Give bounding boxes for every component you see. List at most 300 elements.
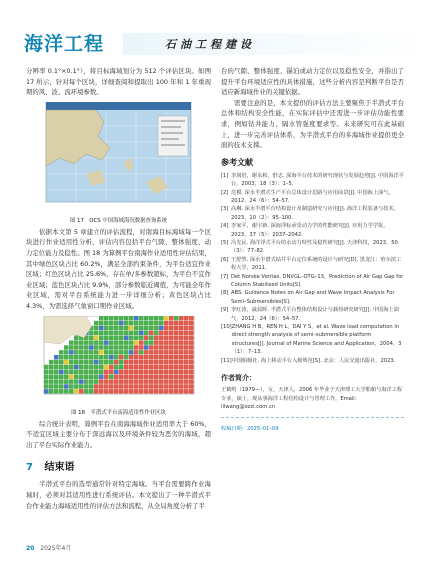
grid-cell [79,369,84,373]
grid-cell [189,355,194,359]
grid-cell [174,359,179,363]
grid-cell [79,355,84,359]
grid-cell [64,389,69,393]
grid-cell [129,355,134,359]
grid-cell [159,369,164,373]
grid-cell [184,345,189,349]
reference-number: [2] [221,189,229,196]
grid-cell [44,364,49,368]
grid-cell [169,359,174,363]
grid-cell [189,350,194,354]
grid-cell [154,369,159,373]
grid-cell [144,345,149,349]
grid-cell [124,340,129,344]
grid-cell [124,320,129,324]
divider [221,417,404,418]
reference-item [221,357,404,365]
grid-cell [109,350,114,354]
grid-cell [99,335,104,339]
grid-cell [184,340,189,344]
grid-cell [179,325,184,329]
grid-cell [174,355,179,359]
grid-cell [144,340,149,344]
grid-cell [99,325,104,329]
grid-cell [159,325,164,329]
grid-cell [149,340,154,344]
grid-cell [89,345,94,349]
grid-cell [134,374,139,378]
grid-cell [69,369,74,373]
grid-cell [114,369,119,373]
grid-cell [89,389,94,393]
grid-cell [124,384,129,388]
grid-cell [79,340,84,344]
grid-cell [44,379,49,383]
grid-cell [139,384,144,388]
grid-cell [109,384,114,388]
grid-cell [189,330,194,334]
grid-cell [154,374,159,378]
grid-cell [109,345,114,349]
grid-cell [164,384,169,388]
grid-cell [59,364,64,368]
grid-cell [114,389,119,393]
grid-cell [89,359,94,363]
reference-number: [3] [221,206,229,213]
grid-cell [69,374,74,378]
grid-cell [174,316,179,320]
reference-number: [11] [221,357,232,364]
paragraph: 综合统计表明，算例平台在南海海域作业适用率大于 60%，不适宜区域主要分布于深远海以及环境条件较为恶劣的海域，超出了平台实际作业能力。 [26,419,211,449]
paragraph: 需要注意的是，本文提供的评估方法主要聚焦于半潜式平台总体和结构安全性能，在实际评估中还需进一步评估功能性要求，例如钻井能力、隔水管强度要求等。未来研究可在此基础上，进一步完善评估体系，为半潜式平台的多海域作业提供更全面的技术支撑。 [221,98,404,150]
grid-cell [129,345,134,349]
grid-cell [129,325,134,329]
grid-cell [69,384,74,388]
grid-cell [84,340,89,344]
reference-text: 冯先民. 海洋浮式平台的水动力特性及稳性研究[J]. 天津科技，2023，50（3）：77–82. [231,240,398,255]
reference-text: 李家平，谢宇新. 深海浮标承受动力学的性能研究[J]. 应用力学学报，2023，37（5）：2037–2042. [231,223,389,238]
grid-cell [169,355,174,359]
grid-cell [144,379,149,383]
grid-cell [54,389,59,393]
grid-cell [119,350,124,354]
grid-cell [129,330,134,334]
grid-cell [119,335,124,339]
grid-cell [164,340,169,344]
grid-cell [99,364,104,368]
grid-cell [84,379,89,383]
grid-cell [134,330,139,334]
grid-cell [129,374,134,378]
grid-cell [114,384,119,388]
grid-cell [84,345,89,349]
grid-cell [139,316,144,320]
grid-cell [69,364,74,368]
grid-cell [114,379,119,383]
grid-cell [169,325,174,329]
grid-cell [54,359,59,363]
grid-cell [99,320,104,324]
grid-cell [144,325,149,329]
grid-cell [149,359,154,363]
grid-cell [134,379,139,383]
grid-cell [189,389,194,393]
right-column [221,66,404,432]
reference-number: [10] [221,324,232,331]
grid-cell [109,359,114,363]
grid-cell [144,359,149,363]
grid-cell [69,355,74,359]
reference-text: 李润培，谢永和，舒志. 深海平台技术的研究现状与发展趋势[J]. 中国海洋平台，2003，18（3）：1–5. [231,172,404,188]
grid-cell [54,374,59,378]
grid-cell [154,364,159,368]
grid-cell [59,374,64,378]
grid-cell [104,379,109,383]
grid-cell [114,340,119,344]
grid-cell [74,350,79,354]
grid-cell [169,345,174,349]
paragraph: 台的气隙、整体强度、锚泊或动力定位以及稳性安全，并指出了提升平台环境适应性的具体措施，这些分析内容是判断平台是否适应新海域作业的关键依据。 [221,67,404,97]
grid-cell [109,355,114,359]
grid-cell [139,335,144,339]
grid-cell [184,330,189,334]
grid-cell [94,389,99,393]
grid-cell [99,379,104,383]
grid-cell [139,355,144,359]
reference-text: 王舒然. 深水半潜式钻井平台定位系统的设计与研究[D]. 黑龙江：哈尔滨工程大学，2011. [231,256,402,272]
grid-cell [99,350,104,354]
grid-cell [169,340,174,344]
grid-cell [84,384,89,388]
grid-cell [144,330,149,334]
grid-cell [104,320,109,324]
grid-cell [164,325,169,329]
grid-cell [119,345,124,349]
grid-cell [179,369,184,373]
grid-cell [44,389,49,393]
grid-cell [104,340,109,344]
grid-cell [174,335,179,339]
grid-cell [99,316,104,320]
grid-cell [109,335,114,339]
paragraph: 依据本文第 5 章建立的评估流程，对南海目标海域每一个区块进行作业适用性分析，评估内容包括平台气隙、整体强度、动力定位能力及稳性。图 18 为算例平台南海作业适用性评估结果，其中绿色区块占比 60.2%，满足全部约束条件，为平台适宜作业区域；红色区块占比 25.6%，存在单/多参数超标，为平台不宜作业区域；蓝色区块占比 9.9%，部分参数临近阈值，为可能全年作业区域，需对平台系统能力进一步详细分析；黄色区块占比 4.3%，为需选择气象窗口期作业区域。 [26,227,211,310]
grid-cell [164,389,169,393]
grid-cell [84,389,89,393]
grid-cell [189,369,194,373]
grid-cell [184,389,189,393]
grid-cell [69,379,74,383]
grid-cell [64,379,69,383]
grid-cell [64,384,69,388]
grid-cell [119,379,124,383]
grid-cell [169,379,174,383]
grid-cell [134,364,139,368]
grid-cell [124,355,129,359]
reference-text: Det Norske Veritas. DNVGL–OTG–13，Prediction of Air Gap Gap for Column Stabilised Units[S]. [231,273,404,289]
grid-cell [179,335,184,339]
grid-cell [164,359,169,363]
header-subtitle: 石油工程建设 [165,38,255,51]
grid-cell [179,364,184,368]
grid-cell [179,374,184,378]
grid-cell [134,384,139,388]
grid-cell [104,369,109,373]
grid-cell [149,350,154,354]
reference-number: [7] [221,273,229,280]
grid-cell [159,384,164,388]
reference-item [221,289,404,306]
grid-cell [79,345,84,349]
grid-cell [114,345,119,349]
grid-cell [114,364,119,368]
grid-cell [114,335,119,339]
grid-cell [109,364,114,368]
grid-cell [104,350,109,354]
grid-cell [89,384,94,388]
grid-cell [109,330,114,334]
grid-cell [159,355,164,359]
grid-cell [89,374,94,378]
grid-cell [174,350,179,354]
grid-cell [169,350,174,354]
grid-cell [179,345,184,349]
paragraph: 分辨率 0.1°×0.1°），将目标海域划分为 512 个评估区块。如图 17 所示，针对每个区块，详细查阅和提取出 100 年和 1 年重现期的风、波、流环境参数。 [26,67,211,97]
grid-cell [149,316,154,320]
grid-cell [154,384,159,388]
section-number: 7 [26,462,33,474]
grid-cell [179,350,184,354]
grid-cell [139,374,144,378]
grid-cell [189,320,194,324]
grid-cell [174,379,179,383]
received-date: 收稿日期：2025–01–09 [221,426,279,433]
grid-cell [79,379,84,383]
grid-cell [114,374,119,378]
grid-cell [149,345,154,349]
paragraph: 半潜式平台的选型通常针对特定海域。当平台需要跨作业海域时，必须对其适用性进行系统评估。本文提出了一种半潜式平台作业能力海域适用性的评估方法和流程，从全局角度分析了半 [26,480,211,510]
grid-cell [74,369,79,373]
grid-cell [84,369,89,373]
grid-cell [109,325,114,329]
grid-cell [184,359,189,363]
section-heading [26,458,211,473]
grid-cell [169,364,174,368]
reference-item [221,273,404,290]
grid-cell [99,359,104,363]
reference-item [221,306,404,323]
grid-cell [139,389,144,393]
page-number: 20 [26,545,35,552]
reference-number: [4] [221,223,229,230]
grid-cell [129,364,134,368]
grid-cell [159,350,164,354]
grid-cell [59,350,64,354]
grid-cell [184,379,189,383]
grid-cell [189,335,194,339]
grid-cell [189,364,194,368]
grid-cell [74,389,79,393]
grid-cell [154,389,159,393]
grid-cell [119,359,124,363]
grid-cell [94,325,99,329]
grid-cell [54,369,59,373]
grid-cell [124,316,129,320]
grid-cell [109,316,114,320]
grid-cell [159,345,164,349]
grid-cell [134,316,139,320]
reference-item [221,256,404,273]
reference-number: [8] [221,290,229,297]
grid-cell [94,340,99,344]
grid-cell [119,384,124,388]
reference-number: [5] [221,240,229,246]
grid-cell [74,340,79,344]
reference-text: 中国船级社. 海上移动平台入级规范[S]. 北京：人民交通出版社，2023. [231,357,396,364]
grid-cell [164,330,169,334]
grid-cell [139,364,144,368]
grid-cell [74,345,79,349]
grid-cell [69,389,74,393]
grid-cell [134,320,139,324]
grid-cell [144,374,149,378]
grid-cell [79,374,84,378]
journal-title: 海洋工程 [24,33,105,55]
grid-cell [129,389,134,393]
grid-cell [184,384,189,388]
grid-cell [134,359,139,363]
grid-cell [124,325,129,329]
grid-cell [174,389,179,393]
page-footer [26,543,71,552]
grid-cell [49,379,54,383]
grid-cell [129,384,134,388]
grid-cell [94,350,99,354]
grid-cell [134,389,139,393]
grid-cell [74,364,79,368]
grid-cell [179,389,184,393]
grid-cell [174,374,179,378]
grid-cell [179,320,184,324]
figure-17 [26,102,211,224]
grid-cell [69,359,74,363]
grid-cell [164,350,169,354]
grid-cell [174,345,179,349]
author-heading: 作者简介： [221,374,256,383]
grid-cell [139,325,144,329]
grid-cell [124,369,129,373]
grid-cell [179,316,184,320]
grid-cell [134,335,139,339]
grid-cell [184,364,189,368]
grid-cell [129,316,134,320]
grid-cell [144,335,149,339]
grid-cell [64,369,69,373]
grid-cell [114,325,119,329]
grid-cell [184,374,189,378]
grid-cell [144,350,149,354]
grid-cell [109,389,114,393]
grid-cell [64,345,69,349]
grid-cell [174,320,179,324]
grid-cell [99,345,104,349]
grid-cell [139,340,144,344]
grid-cell [54,355,59,359]
grid-cell [159,316,164,320]
ocs-query-system-screenshot [26,102,211,210]
grid-cell [189,325,194,329]
grid-cell [154,335,159,339]
grid-cell [84,359,89,363]
grid-cell [84,355,89,359]
reference-item [221,222,404,239]
grid-cell [79,350,84,354]
grid-cell [44,374,49,378]
grid-cell [119,316,124,320]
grid-cell [134,345,139,349]
grid-cell [59,379,64,383]
grid-cell [69,350,74,354]
grid-cell [179,379,184,383]
grid-cell [94,359,99,363]
grid-cell [169,335,174,339]
grid-cell [139,345,144,349]
grid-cell [169,316,174,320]
grid-cell [179,384,184,388]
grid-cell [189,384,194,388]
reference-item [221,239,404,256]
grid-cell [144,355,149,359]
grid-cell [119,325,124,329]
grid-cell [64,355,69,359]
grid-cell [109,374,114,378]
grid-cell [154,320,159,324]
grid-cell [54,364,59,368]
suitability-grid-map [26,316,211,402]
grid-cell [124,389,129,393]
grid-cell [64,364,69,368]
grid-cell [104,330,109,334]
grid-cell [144,316,149,320]
grid-cell [64,350,69,354]
grid-cell [119,374,124,378]
grid-cell [59,359,64,363]
grid-cell [89,350,94,354]
grid-cell [184,325,189,329]
grid-cell [159,389,164,393]
grid-cell [129,359,134,363]
author-bio: 王鹤鸣（1979—），女，天津人，2006 年毕业于天津理工大学船舶与海洋工程专业，硕士，现从事海洋工程结构设计与管理工作。Email：lilwang@ozzi.com.cn [221,387,403,410]
grid-cell [104,325,109,329]
references-list [221,172,404,365]
grid-cell [139,359,144,363]
references-heading: 参考文献 [221,157,253,167]
grid-cell [114,320,119,324]
grid-cell [54,384,59,388]
grid-cell [104,335,109,339]
grid-cell [104,364,109,368]
grid-cell [89,369,94,373]
left-column [26,66,211,511]
grid-cell [94,320,99,324]
grid-cell [114,350,119,354]
grid-cell [184,355,189,359]
grid-cell [74,359,79,363]
grid-cell [164,369,169,373]
grid-cell [99,340,104,344]
grid-cell [129,369,134,373]
grid-cell [119,389,124,393]
grid-cell [119,364,124,368]
